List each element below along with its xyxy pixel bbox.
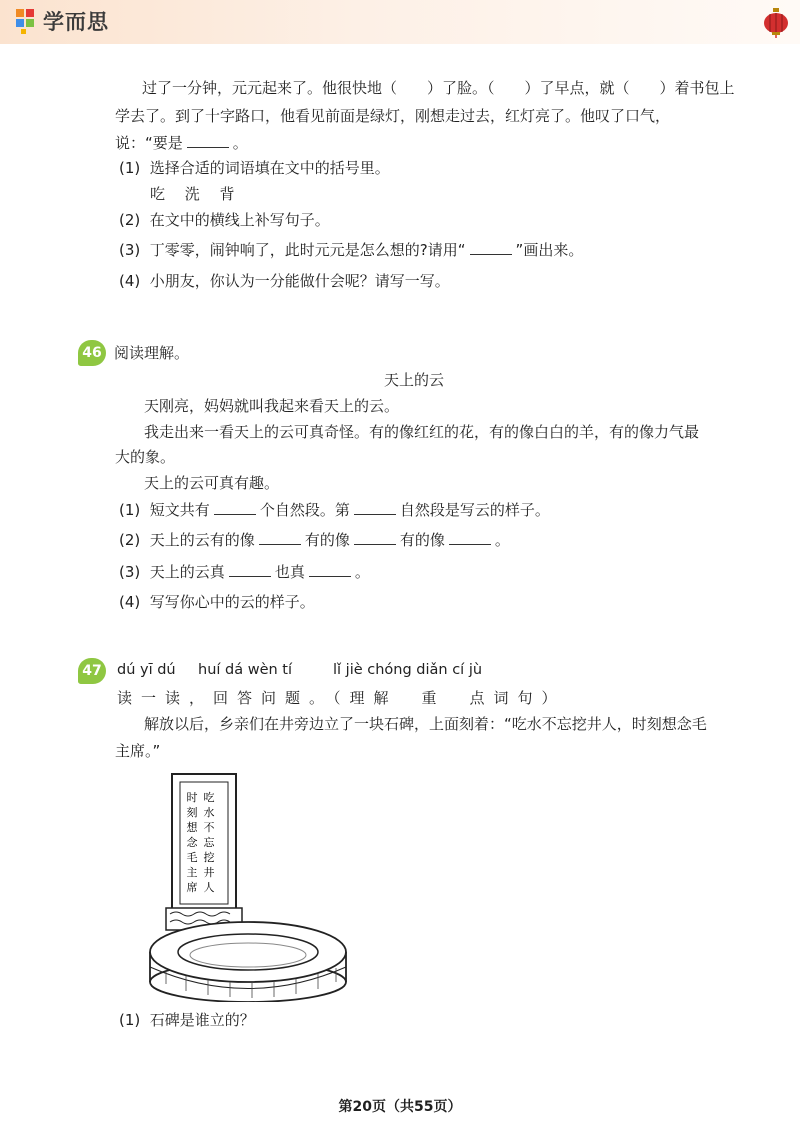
item-number: (2) bbox=[119, 531, 141, 549]
item-number: (1) bbox=[119, 501, 141, 519]
question-label: 阅读理解。 bbox=[114, 344, 190, 362]
answer-blank[interactable] bbox=[259, 530, 301, 545]
question-number-badge: 46 bbox=[78, 340, 106, 366]
brand-logo bbox=[14, 6, 109, 36]
question-item bbox=[119, 592, 315, 612]
item-text: 有的像 bbox=[399, 531, 445, 549]
item-text: 。 bbox=[354, 563, 370, 581]
answer-blank[interactable] bbox=[229, 562, 271, 577]
item-text: 石碑是谁立的？ bbox=[149, 1011, 255, 1029]
question-heading: 读一读，回答问题。（理解 重 点词句） bbox=[117, 689, 566, 707]
answer-blank[interactable] bbox=[449, 530, 491, 545]
question-item bbox=[119, 500, 550, 520]
passage-line: 主席。” bbox=[115, 742, 161, 760]
item-text: 写写你心中的云的样子。 bbox=[149, 593, 315, 611]
stele-inscription: 时刻想念毛主席 bbox=[186, 791, 198, 894]
passage-line: 我走出来一看天上的云可真奇怪。有的像红红的花，有的像白白的羊，有的像力气最 bbox=[144, 423, 700, 441]
question-item bbox=[119, 562, 370, 582]
question-item bbox=[119, 210, 330, 230]
passage-line: 学去了。到了十字路口，他看见前面是绿灯，刚想走过去，红灯亮了。他叹了口气， bbox=[115, 107, 671, 125]
item-text: 短文共有 bbox=[149, 501, 210, 519]
question-number-badge: 47 bbox=[78, 658, 106, 684]
item-number: (3) bbox=[119, 241, 141, 259]
passage-line: 大的象。 bbox=[115, 448, 176, 466]
answer-blank[interactable] bbox=[354, 530, 396, 545]
question-item bbox=[119, 158, 390, 178]
item-text: ”画出来。 bbox=[515, 241, 584, 259]
passage-title: 天上的云 bbox=[384, 371, 445, 389]
item-text: 选择合适的词语填在文中的括号里。 bbox=[149, 159, 390, 177]
answer-blank[interactable] bbox=[470, 240, 512, 255]
pinyin-annotation: lǐ jiè chóng diǎn cí jù bbox=[333, 662, 483, 678]
item-text: 天上的云真 bbox=[149, 563, 225, 581]
item-text: 个自然段。第 bbox=[259, 501, 350, 519]
passage-line bbox=[115, 133, 248, 153]
item-text: 。 bbox=[494, 531, 510, 549]
item-text: 自然段是写云的样子。 bbox=[399, 501, 550, 519]
passage-line: 天刚亮，妈妈就叫我起来看天上的云。 bbox=[144, 397, 400, 415]
well-stele-illustration bbox=[146, 770, 356, 1002]
brand-logo-icon bbox=[14, 6, 40, 36]
answer-blank[interactable] bbox=[354, 500, 396, 515]
item-number: (4) bbox=[119, 593, 141, 611]
question-item bbox=[119, 271, 450, 291]
passage-line: 解放以后，乡亲们在井旁边立了一块石碑，上面刻着：“吃水不忘挖井人，时刻想念毛 bbox=[144, 715, 707, 733]
pinyin-annotation: dú yī dú bbox=[117, 662, 176, 678]
item-number: (2) bbox=[119, 211, 141, 229]
stele-inscription: 吃水不忘挖井人 bbox=[203, 791, 215, 894]
item-number: (1) bbox=[119, 159, 141, 177]
answer-blank[interactable] bbox=[214, 500, 256, 515]
question-item bbox=[119, 530, 510, 550]
answer-blank[interactable] bbox=[187, 133, 229, 148]
lantern-icon bbox=[762, 8, 790, 38]
item-text: 也真 bbox=[274, 563, 305, 581]
item-number: (3) bbox=[119, 563, 141, 581]
brand-name: 学而思 bbox=[43, 10, 109, 34]
item-text: 天上的云有的像 bbox=[149, 531, 255, 549]
item-text: 小朋友，你认为一分能做什会呢？请写一写。 bbox=[149, 272, 450, 290]
item-number: (1) bbox=[119, 1011, 141, 1029]
passage-line: 过了一分钟，元元起来了。他很快地（ ）了脸。（ ）了早点，就（ ）着书包上 bbox=[142, 79, 735, 97]
pinyin-annotation: huí dá wèn tí bbox=[198, 662, 293, 678]
item-text: 丁零零，闹钟响了，此时元元是怎么想的?请用“ bbox=[149, 241, 466, 259]
page-number: 第20页（共55页） bbox=[338, 1099, 462, 1115]
passage-text: 说：“要是 bbox=[115, 134, 183, 152]
question-item bbox=[119, 1010, 255, 1030]
passage-text: 。 bbox=[232, 134, 248, 152]
page-header bbox=[0, 0, 800, 44]
word-choices: 吃 洗 背 bbox=[150, 185, 235, 203]
question-item bbox=[119, 240, 583, 260]
item-text: 在文中的横线上补写句子。 bbox=[149, 211, 330, 229]
item-text: 有的像 bbox=[304, 531, 350, 549]
answer-blank[interactable] bbox=[309, 562, 351, 577]
item-number: (4) bbox=[119, 272, 141, 290]
passage-line: 天上的云可真有趣。 bbox=[144, 474, 280, 492]
